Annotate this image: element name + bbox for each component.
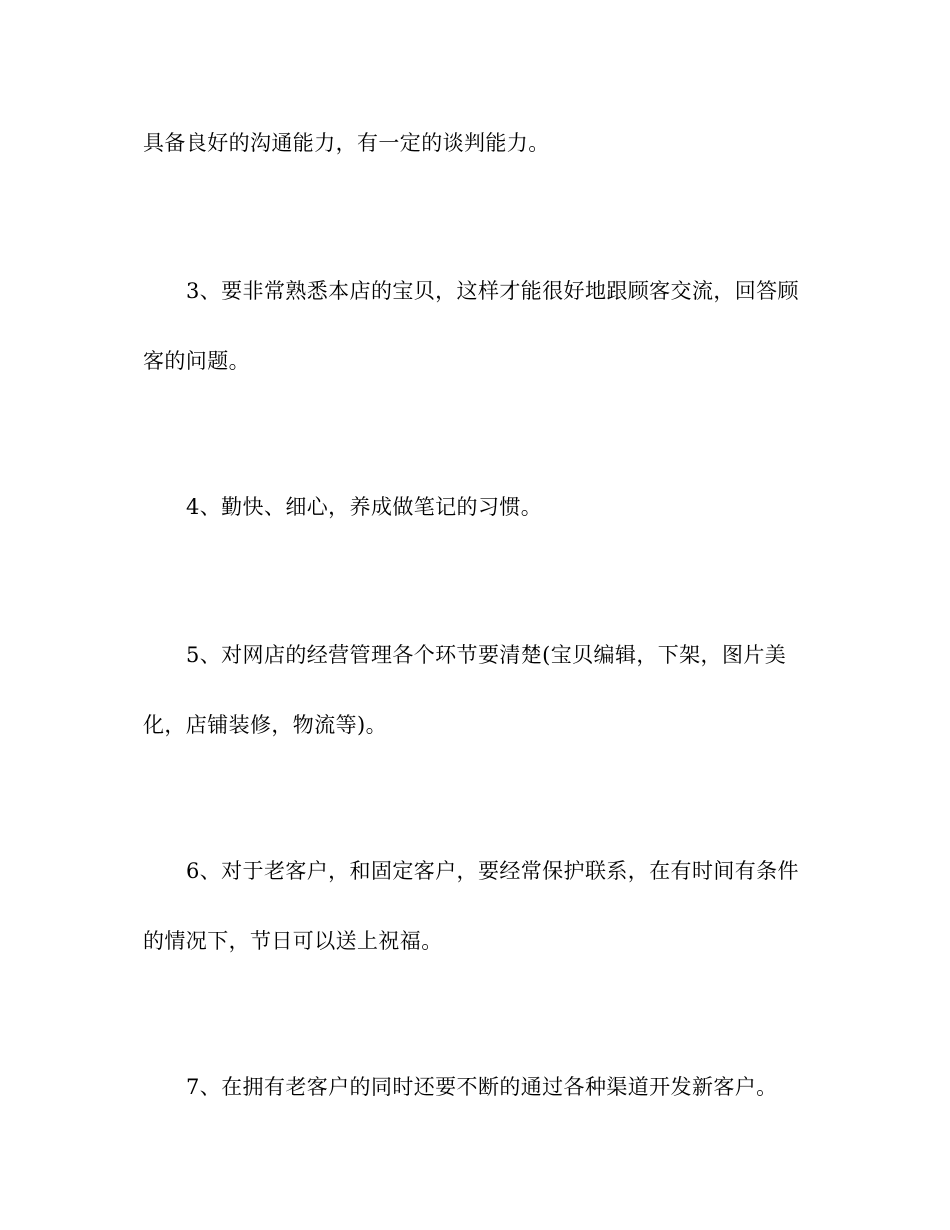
item-4-line-1: 4、勤快、细心，养成做笔记的习惯。 — [186, 495, 543, 519]
item-6-line-2: 的情况下，节日可以送上祝福。 — [143, 929, 443, 953]
item-7-line-1: 7、在拥有老客户的同时还要不断的通过各种渠道开发新客户。 — [186, 1075, 778, 1099]
paragraph-continuation-line: 具备良好的沟通能力，有一定的谈判能力。 — [143, 131, 550, 155]
item-5-line-1: 5、对网店的经营管理各个环节要清楚(宝贝编辑，下架，图片美 — [186, 643, 787, 667]
item-5-line-2: 化，店铺装修，物流等)。 — [143, 713, 387, 737]
item-3-line-1: 3、要非常熟悉本店的宝贝，这样才能很好地跟顾客交流，回答顾 — [186, 279, 799, 303]
item-6-line-1: 6、对于老客户，和固定客户，要经常保护联系，在有时间有条件 — [186, 859, 799, 883]
item-3-line-2: 客的问题。 — [143, 349, 250, 373]
